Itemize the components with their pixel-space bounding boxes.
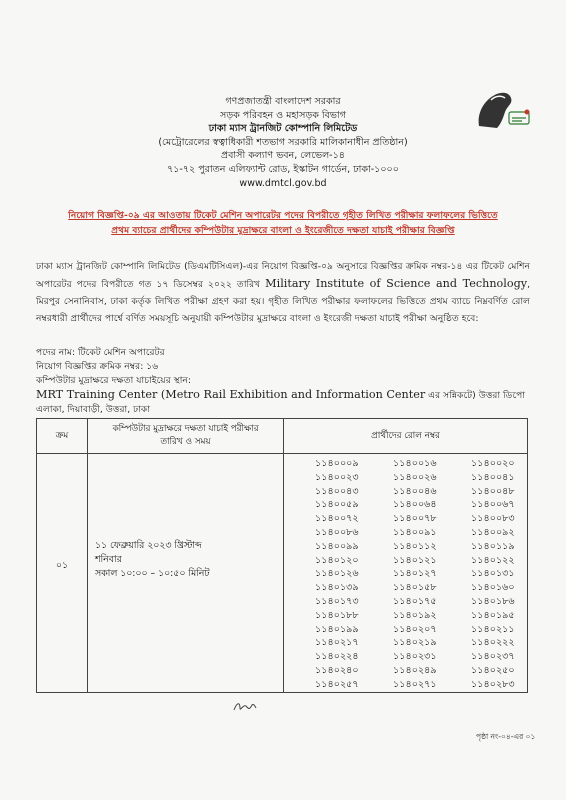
venue-label: কম্পিউটার মুদ্রাক্ষরে দক্ষতা যাচাইয়ের স্থান: <box>36 375 191 386</box>
roll-number: ১১৪০২১৯ <box>393 637 437 649</box>
roll-number: ১১৪০০৫৯ <box>315 499 359 511</box>
notice-body-part-2: , মিরপুর সেনানিবাস, ঢাকা কর্তৃক লিখিত পরীক্ষা গ্রহণ করা হয়। গৃহীত লিখিত পরীক্ষার ফলাফলের ভিত্তিতে প্রথম ব্যাচে নিম্নবর্ণিত রোল নম্বরধারী প্রার্থীদের পার্শ্বে বর্ণিত সময়সূচি অনুযায়ী কম্পিউটার মুদ্রাক্ষরে বাংলা ও ইংরেজী দক্ষতা যাচাই পরীক্ষা অনুষ্ঠিত হবে: <box>36 279 530 324</box>
roll-number: ১১৪০২৪০ <box>315 664 359 676</box>
header-line-website: www.dmtcl.gov.bd <box>239 177 327 189</box>
letterhead <box>120 95 446 190</box>
roll-number: ১১৪০০২৬ <box>393 471 437 483</box>
venue-area: এলাকা, দিয়াবাড়ী, উত্তরা, ঢাকা <box>36 404 151 415</box>
notice-title-line-1: নিয়োগ বিজ্ঞপ্তি-০৯ এর আওতায় টিকেট মেশিন অপারেটর পদের বিপরীতে গৃহীত লিখিত পরীক্ষার ফলাফলের ভিত্তিতে <box>68 210 498 221</box>
roll-number: ১১৪০১২০ <box>315 554 359 566</box>
roll-number: ১১৪০০১৬ <box>393 458 437 469</box>
roll-number: ১১৪০১৭৫ <box>393 595 437 607</box>
exam-schedule <box>95 539 281 581</box>
table-row <box>289 540 525 554</box>
roll-number: ১১৪০১৩৯ <box>315 582 359 594</box>
roll-number: ১১৪০০৬৭ <box>471 499 515 511</box>
table-row <box>289 609 525 623</box>
roll-number: ১১৪০২১১ <box>471 623 515 635</box>
roll-number: ১১৪০২১৭ <box>315 637 359 649</box>
table-row <box>289 678 525 692</box>
roll-number: ১১৪০২৮৩ <box>471 678 515 690</box>
table-row <box>289 526 525 540</box>
roll-number: ১১৪০১৮৬ <box>471 595 515 607</box>
roll-number: ১১৪০০৪৬ <box>393 485 437 497</box>
table-row <box>289 595 525 609</box>
roll-number: ১১৪০১১২ <box>393 540 437 552</box>
header-line-government: গণপ্রজাতন্ত্রী বাংলাদেশ সরকার <box>225 96 341 107</box>
post-name: পদের নাম: টিকেট মেশিন অপারেটর <box>36 347 165 358</box>
roll-number: ১১৪০১২২ <box>471 554 515 566</box>
notice-body-institute: Military Institute of Science and Technology <box>265 277 528 290</box>
roll-number: ১১৪০১২৭ <box>393 568 437 580</box>
roll-number: ১১৪০০৬৪ <box>393 499 437 511</box>
table-row <box>289 636 525 650</box>
roll-number: ১১৪০০২৩ <box>315 471 359 483</box>
venue <box>36 388 525 403</box>
roll-number: ১১৪০০৪১ <box>471 471 515 483</box>
roll-number: ১১৪০২৫৭ <box>315 678 359 690</box>
header-sl: ক্রম <box>55 430 69 441</box>
header-line-division: সড়ক পরিবহন ও মহাসড়ক বিভাগ <box>220 109 346 121</box>
roll-number: ১১৪০১৭৩ <box>315 595 359 607</box>
roll-number: ১১৪০২৫০ <box>471 664 515 676</box>
roll-number: ১১৪০০৭২ <box>315 513 359 525</box>
header-line-company: ঢাকা ম্যাস ট্রানজিট কোম্পানি লিমিটেড <box>208 123 358 135</box>
row-serial: ০১ <box>55 560 69 571</box>
header-schedule-line-1: কম্পিউটার মুদ্রাক্ষরে দক্ষতা যাচাই পরীক্ষার <box>112 424 259 434</box>
mujib-centenary-logo <box>471 88 533 130</box>
table-row <box>289 664 525 678</box>
exam-day: শনিবার <box>95 554 122 565</box>
roll-number: ১১৪০১২১ <box>393 554 437 566</box>
roll-number: ১১৪০০৯৯ <box>315 540 359 552</box>
table-row <box>289 512 525 526</box>
roll-number: ১১৪০২৩১ <box>393 651 437 663</box>
roll-number: ১১৪০০৭৮ <box>393 513 437 525</box>
roll-number: ১১৪০০৯২ <box>471 526 515 538</box>
roll-number: ১১৪০২২২ <box>471 637 515 649</box>
table-row <box>289 485 525 499</box>
roll-number: ১১৪০০৪৮ <box>471 485 515 497</box>
column-divider <box>87 419 88 692</box>
roll-number: ১১৪০১৯৯ <box>315 623 359 635</box>
table-row <box>289 567 525 581</box>
roll-number: ১১৪০১২৬ <box>315 568 359 580</box>
header-schedule-line-2: তারিখ ও সময় <box>160 437 211 447</box>
table-row <box>289 623 525 637</box>
notice-body-part-1: ঢাকা ম্যাস ট্রানজিট কোম্পানি লিমিটেড (ডিএমটিসিএল)-এর নিয়োগ বিজ্ঞপ্তি-০৯ অনুসারে বিজ্ঞপ্তির ক্রমিক নম্বর-১৪ এর টিকেট মেশিন অপারেটর পদের বিপরীতে গত ১৭ ডিসেম্বর ২০২২ তারিখ <box>36 261 530 290</box>
roll-number: ১১৪০০৮৬ <box>315 526 359 538</box>
table-row <box>289 457 525 471</box>
roll-number: ১১৪০২৭১ <box>393 678 437 690</box>
notice-title <box>40 208 526 238</box>
roll-number: ১১৪০১৬০ <box>471 582 515 594</box>
table-row <box>289 650 525 664</box>
roll-number: ১১৪০০২০ <box>471 458 515 469</box>
roll-number: ১১৪০২২৪ <box>315 651 359 663</box>
schedule-table <box>36 418 528 693</box>
venue-bangla: এর সন্নিকটে) উত্তরা ডিপো <box>425 390 526 401</box>
exam-date: ১১ ফেব্রুয়ারি ২০২৩ খ্রিস্টাব্দ <box>95 540 202 551</box>
table-row <box>289 554 525 568</box>
roll-number: ১১৪০২০৭ <box>393 623 437 635</box>
column-divider <box>283 419 284 692</box>
header-rolls: প্রার্থীদের রোল নম্বর <box>371 430 440 441</box>
notice-body <box>36 258 530 327</box>
roll-number: ১১৪০০৮৩ <box>471 513 515 525</box>
advert-serial: নিয়োগ বিজ্ঞপ্তির ক্রমিক নম্বর: ১৬ <box>36 361 159 372</box>
roll-number: ১১৪০১৮৮ <box>315 609 359 621</box>
page-number: পৃষ্ঠা নং-০৪-এর ০১ <box>476 732 536 741</box>
table-row <box>289 581 525 595</box>
roll-number: ১১৪০০৯১ <box>393 526 437 538</box>
roll-number: ১১৪০২৩৭ <box>471 651 515 663</box>
table-row <box>289 471 525 485</box>
table-row <box>289 498 525 512</box>
roll-number: ১১৪০২৪৯ <box>393 664 437 676</box>
roll-number: ১১৪০১৯২ <box>393 609 437 621</box>
header-line-building: প্রবাসী কল্যাণ ভবন, লেভেল-১৪ <box>221 150 345 162</box>
roll-number: ১১৪০১৯৫ <box>471 609 515 621</box>
roll-number: ১১৪০১৩১ <box>471 568 515 580</box>
roll-number-list <box>289 457 525 692</box>
notice-title-line-2: প্রথম ব্যাচের প্রার্থীদের কম্পিউটার মুদ্রাক্ষরে বাংলা ও ইংরেজীতে দক্ষতা যাচাই পরীক্ষার বিজ্ঞপ্তি <box>111 225 455 236</box>
roll-number: ১১৪০০৪৩ <box>315 485 359 497</box>
exam-time: সকাল ১০:০০ – ১০:৫০ মিনিট <box>95 568 210 579</box>
header-line-address: ৭১-৭২ পুরাতন এলিফ্যান্ট রোড, ইস্কাটন গার্ডেন, ঢাকা-১০০০ <box>167 163 399 175</box>
header-line-ownership: (মেট্রোরেলের স্বত্বাধিকারী শতভাগ সরকারি মালিকানাধীন প্রতিষ্ঠান) <box>158 136 408 148</box>
roll-number: ১১৪০০০৯ <box>315 458 359 469</box>
venue-english: MRT Training Center (Metro Rail Exhibition and Information Center <box>36 388 426 401</box>
header-schedule <box>88 419 283 453</box>
roll-number: ১১৪০১৫৮ <box>393 582 437 594</box>
signature <box>232 700 258 714</box>
roll-number: ১১৪০১১৯ <box>471 540 515 552</box>
